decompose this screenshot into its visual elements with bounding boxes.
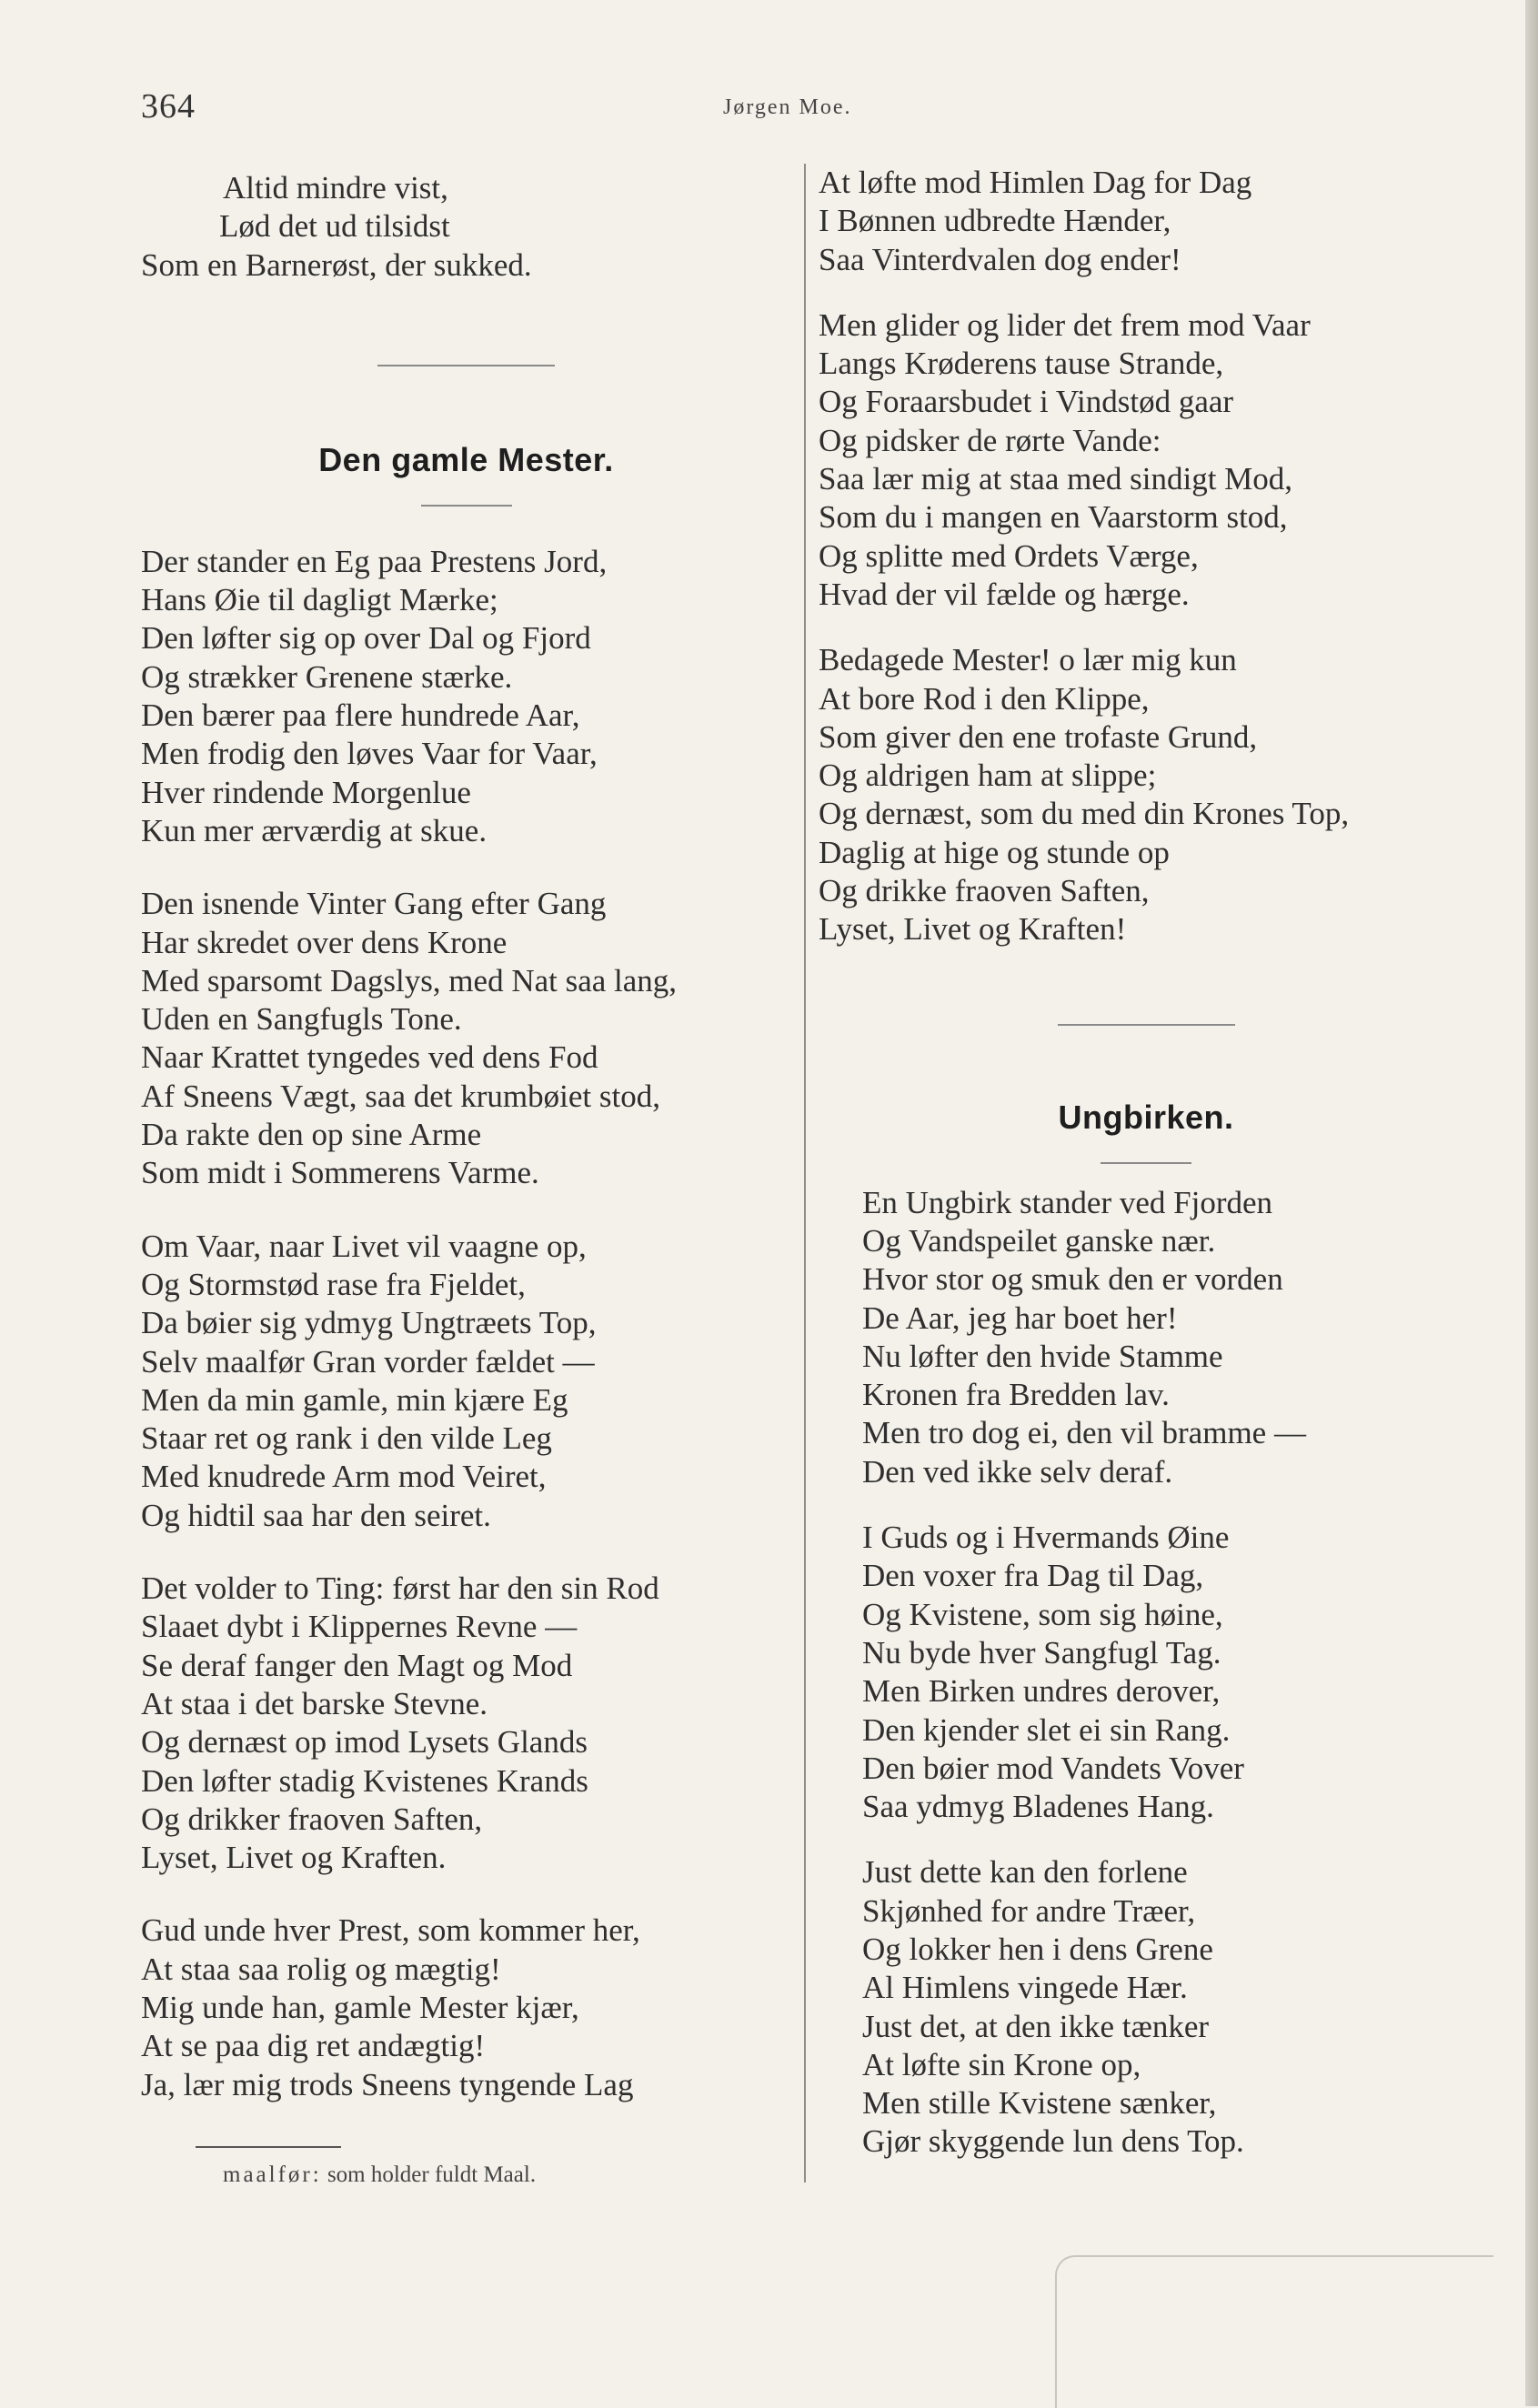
verse-line: Se deraf fanger den Magt og Mod [141,1647,573,1683]
verse-line: Lyset, Livet og Kraften! [819,911,1127,948]
verse-line: Just dette kan den forlene [862,1854,1188,1891]
verse-line: Og aldrigen ham at slippe; [819,758,1157,794]
verse-line: Langs Krøderens tause Strande, [819,346,1224,382]
verse-line: Den løfter stadig Kvistenes Krands [141,1762,588,1799]
verse-line: Daglig at hige og stunde op [819,834,1170,870]
verse-line: Og pidsker de rørte Vande: [819,422,1161,458]
verse-line: Om Vaar, naar Livet vil vaagne op, [141,1228,587,1264]
stanza-continued [819,306,1473,614]
verse-line: Og Vandspeilet ganske nær. [862,1222,1216,1259]
verse-line: Selv maalfør Gran vorder fældet — [141,1343,595,1380]
verse-line: Men tro dog ei, den vil bramme — [862,1415,1306,1451]
verse-line: Nu løfter den hvide Stamme [862,1338,1223,1374]
verse-line: At staa i det barske Stevne. [141,1685,488,1721]
verse-line: Staar ret og rank i den vilde Leg [141,1420,552,1457]
verse-line: Det volder to Ting: først har den sin Rod [141,1570,659,1607]
verse-line: Men da min gamle, min kjære Eg [141,1381,568,1418]
stanza [862,1184,1473,1491]
verse-line: At staa saa rolig og mægtig! [141,1951,501,1987]
stanza [141,885,791,1192]
title-underline [421,505,512,507]
footnote-term: maalfør: [223,2162,322,2187]
verse-line: Just det, at den ikke tænker [862,2008,1210,2044]
stanza [141,543,791,850]
verse-line: Men glider og lider det frem mod Vaar [819,306,1311,343]
verse-line: Og Stormstød rase fra Fjeldet, [141,1266,526,1302]
verse-line: Uden en Sangfugls Tone. [141,1001,462,1038]
verse-line: At løfte mod Himlen Dag for Dag [819,165,1252,200]
verse-line: Bedagede Mester! o lær mig kun [819,642,1237,678]
column-divider [804,164,806,2182]
verse-line: Lyset, Livet og Kraften. [141,1840,447,1876]
verse-line: Og splitte med Ordets Værge, [819,537,1199,574]
verse-line: At løfte sin Krone op, [862,2046,1141,2082]
verse-line: Og dernæst, som du med din Krones Top, [819,796,1350,832]
verse-line: Men frodig den løves Vaar for Vaar, [141,736,598,772]
verse-line: Men Birken undres derover, [862,1673,1221,1710]
verse-line: Mig unde han, gamle Mester kjær, [141,1989,579,2025]
page-fold-mark [1055,2255,1493,2408]
stanza-continued [819,164,1473,279]
verse-line: En Ungbirk stander ved Fjorden [862,1184,1273,1220]
verse-line: Kun mer ærværdig at skue. [141,812,488,848]
verse-line: Slaaet dybt i Klippernes Revne — [141,1609,578,1645]
verse-line: Som du i mangen en Vaarstorm stod, [819,499,1288,536]
verse-line: Saa Vinterdvalen dog ender! [819,241,1181,277]
verse-line: Med sparsomt Dagslys, med Nat saa lang, [141,962,678,998]
stanza [862,1853,1473,2161]
footnote-rule [196,2146,341,2148]
verse-line: Med knudrede Arm mod Veiret, [141,1459,547,1495]
verse-line: De Aar, jeg har boet her! [862,1299,1178,1336]
verse-line: Og drikker fraoven Saften, [141,1801,483,1837]
verse-line: Da rakte den op sine Arme [141,1117,482,1153]
verse-line: Den bærer paa flere hundrede Aar, [141,697,580,734]
stanza [141,1228,791,1535]
right-column [819,164,1473,2162]
verse-line: Den løfter sig op over Dal og Fjord [141,620,591,657]
verse-line: Og Foraarsbudet i Vindstød gaar [819,384,1234,420]
verse-line: Den voxer fra Dag til Dag, [862,1558,1204,1594]
verse-line: Hver rindende Morgenlue [141,774,471,810]
page-edge-shadow [1525,0,1538,2406]
verse-line: Gud unde hver Prest, som kommer her, [141,1912,640,1949]
verse-line: I Bønnen udbredte Hænder, [819,203,1171,239]
verse-line: Gjør skyggende lun dens Top. [862,2123,1244,2160]
page-number: 364 [141,87,196,125]
verse-line: Kronen fra Bredden lav. [862,1377,1170,1413]
verse-line: Hans Øie til dagligt Mærke; [141,582,498,618]
verse-line: Og lokker hen i dens Grene [862,1931,1213,1967]
left-column [141,164,791,2139]
footnote-text: som holder fuldt Maal. [327,2162,537,2187]
verse-line: I Guds og i Hvermands Øine [862,1520,1230,1556]
verse-line: Den kjender slet ei sin Rang. [862,1711,1231,1748]
verse-line: Hvad der vil fælde og hærge. [819,576,1190,612]
verse-line: Som giver den ene trofaste Grund, [819,718,1258,755]
poem-title-den-gamle-mester: Den gamle Mester. [318,440,614,478]
section-separator [1058,1024,1235,1026]
verse-line: Og Kvistene, som sig høine, [862,1596,1223,1632]
verse-line: Af Sneens Vægt, saa det krumbøiet stod, [141,1078,660,1114]
verse-line: Saa ydmyg Bladenes Hang. [862,1789,1214,1825]
verse-line: Naar Krattet tyngedes ved dens Fod [141,1039,598,1076]
title-underline [1101,1162,1191,1164]
verse-line: Da bøier sig ydmyg Ungtræets Top, [141,1305,597,1341]
footnote [223,2162,536,2188]
verse-line: Der stander en Eg paa Prestens Jord, [141,543,608,579]
stanza [141,1570,791,1877]
verse-line: Har skredet over dens Krone [141,924,508,960]
verse-line: Nu byde hver Sangfugl Tag. [862,1634,1221,1671]
verse-line: Den ved ikke selv deraf. [862,1453,1173,1490]
poem-title-ungbirken: Ungbirken. [1058,1098,1234,1136]
verse-line: Saa lær mig at staa med sindigt Mod, [819,461,1293,497]
verse-line: Og hidtil saa har den seiret. [141,1497,491,1533]
verse-line: At se paa dig ret andægtig! [141,2028,486,2064]
running-head: Jørgen Moe. [723,95,852,119]
verse-line: Som midt i Sommerens Varme. [141,1155,539,1191]
stanza [141,1911,791,2103]
verse-line: Ja, lær mig trods Sneens tyngende Lag [141,2066,634,2102]
verse-line: Som en Barnerøst, der sukked. [141,246,532,283]
ungbirken-body [862,1184,1473,2162]
verse-line: Men stille Kvistene sænker, [862,2085,1217,2122]
verse-line: Lød det ud tilsidst [219,208,450,245]
verse-line: Den bøier mod Vandets Vover [862,1750,1244,1786]
stanza [862,1519,1473,1826]
verse-line: Altid mindre vist, [223,170,448,206]
verse-line: Skjønhed for andre Træer, [862,1892,1196,1929]
verse-line: Og dernæst op imod Lysets Glands [141,1724,588,1761]
stanza-continued [819,641,1473,948]
verse-line: Hvor stor og smuk den er vorden [862,1261,1283,1298]
verse-line: Og strækker Grenene stærke. [141,658,513,695]
intro-stanza [141,169,791,285]
section-separator [377,365,555,366]
verse-line: Og drikke fraoven Saften, [819,873,1150,909]
page-header [141,86,1451,132]
verse-line: Den isnende Vinter Gang efter Gang [141,886,607,922]
verse-line: Al Himlens vingede Hær. [862,1970,1188,2006]
verse-line: At bore Rod i den Klippe, [819,680,1150,717]
